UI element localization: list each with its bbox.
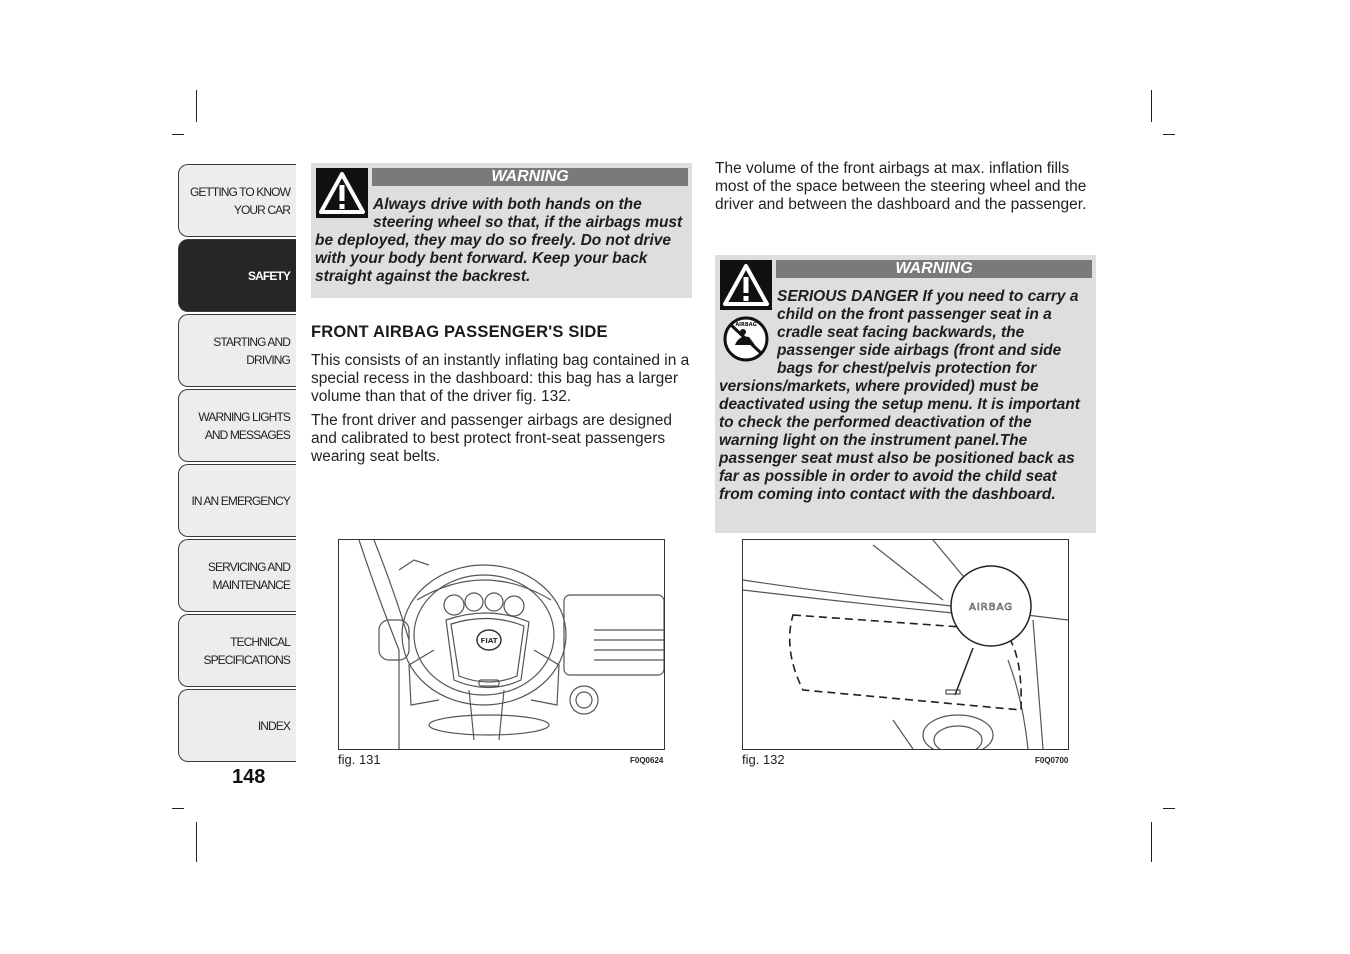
sidebar-item-safety[interactable]: SAFETY bbox=[178, 239, 296, 312]
sidebar-item-getting-to-know[interactable]: GETTING TO KNOW YOUR CAR bbox=[178, 164, 296, 237]
warning-box-serious bbox=[715, 255, 1096, 533]
section-heading: FRONT AIRBAG PASSENGER'S SIDE bbox=[311, 323, 608, 341]
crop-mark bbox=[1151, 90, 1152, 122]
warning-box bbox=[311, 163, 692, 298]
warning-text: Always drive with both hands on the steering wheel so that, if the airbags must be deployed, they may do so freely. Do not drive with your body bent forward. Keep your back straight against the backrest. bbox=[315, 196, 683, 285]
crop-mark bbox=[1151, 822, 1152, 862]
crop-mark bbox=[1163, 808, 1175, 809]
steering-wheel-illustration bbox=[339, 540, 664, 749]
crop-mark bbox=[172, 808, 184, 809]
figure-caption: fig. 131 bbox=[338, 752, 381, 767]
svg-text:AIRBAG: AIRBAG bbox=[735, 322, 757, 328]
figure-code: F0Q0624 bbox=[630, 756, 664, 765]
sidebar-item-servicing[interactable]: SERVICING AND MAINTENANCE bbox=[178, 539, 296, 612]
paragraph: This consists of an instantly inflating bag contained in a special recess in the dashboard: this bag has a larger volume than that of the driver fig. 132. bbox=[311, 352, 690, 405]
warning-title: WARNING bbox=[776, 260, 1092, 278]
crop-mark bbox=[196, 822, 197, 862]
paragraph: The front driver and passenger airbags are designed and calibrated to best protect front-seat passengers wearing seat belts. bbox=[311, 412, 673, 465]
warning-text: SERIOUS DANGER If you need to carry a child on the front passenger seat in a cradle seat facing backwards, the passenger side airbags (front and side bags for chest/pelvis protection for versions/markets, where provided) must be deactivated using the setup menu. It is important to check the performed deactivation of the warning light on the instrument panel.The passenger seat must also be positioned back as far as possible in order to avoid the child seat from coming into contact with the dashboard. bbox=[719, 288, 1080, 503]
right-intro-paragraph: The volume of the front airbags at max. inflation fills most of the space between the steering wheel and the driver and between the dashboard and the passenger. bbox=[715, 160, 1087, 213]
dashboard-airbag-illustration bbox=[743, 540, 1068, 749]
figure-steering-wheel bbox=[338, 539, 665, 750]
sidebar-item-emergency[interactable]: IN AN EMERGENCY bbox=[178, 464, 296, 537]
figure-dashboard-airbag bbox=[742, 539, 1069, 750]
crop-mark bbox=[172, 134, 184, 135]
sidebar-item-index[interactable]: INDEX bbox=[178, 689, 296, 762]
figure-caption: fig. 132 bbox=[742, 752, 785, 767]
figure-code: F0Q0700 bbox=[1035, 756, 1069, 765]
warning-title: WARNING bbox=[372, 168, 688, 186]
sidebar-item-warning-lights[interactable]: WARNING LIGHTS AND MESSAGES bbox=[178, 389, 296, 462]
page-number: 148 bbox=[232, 766, 266, 788]
section-body bbox=[311, 352, 693, 472]
crop-mark bbox=[1163, 134, 1175, 135]
svg-text:AIRBAG: AIRBAG bbox=[968, 602, 1014, 613]
sidebar-item-technical[interactable]: TECHNICAL SPECIFICATIONS bbox=[178, 614, 296, 687]
svg-text:FIAT: FIAT bbox=[480, 637, 498, 645]
sidebar-item-starting-driving[interactable]: STARTING AND DRIVING bbox=[178, 314, 296, 387]
crop-mark bbox=[196, 90, 197, 122]
